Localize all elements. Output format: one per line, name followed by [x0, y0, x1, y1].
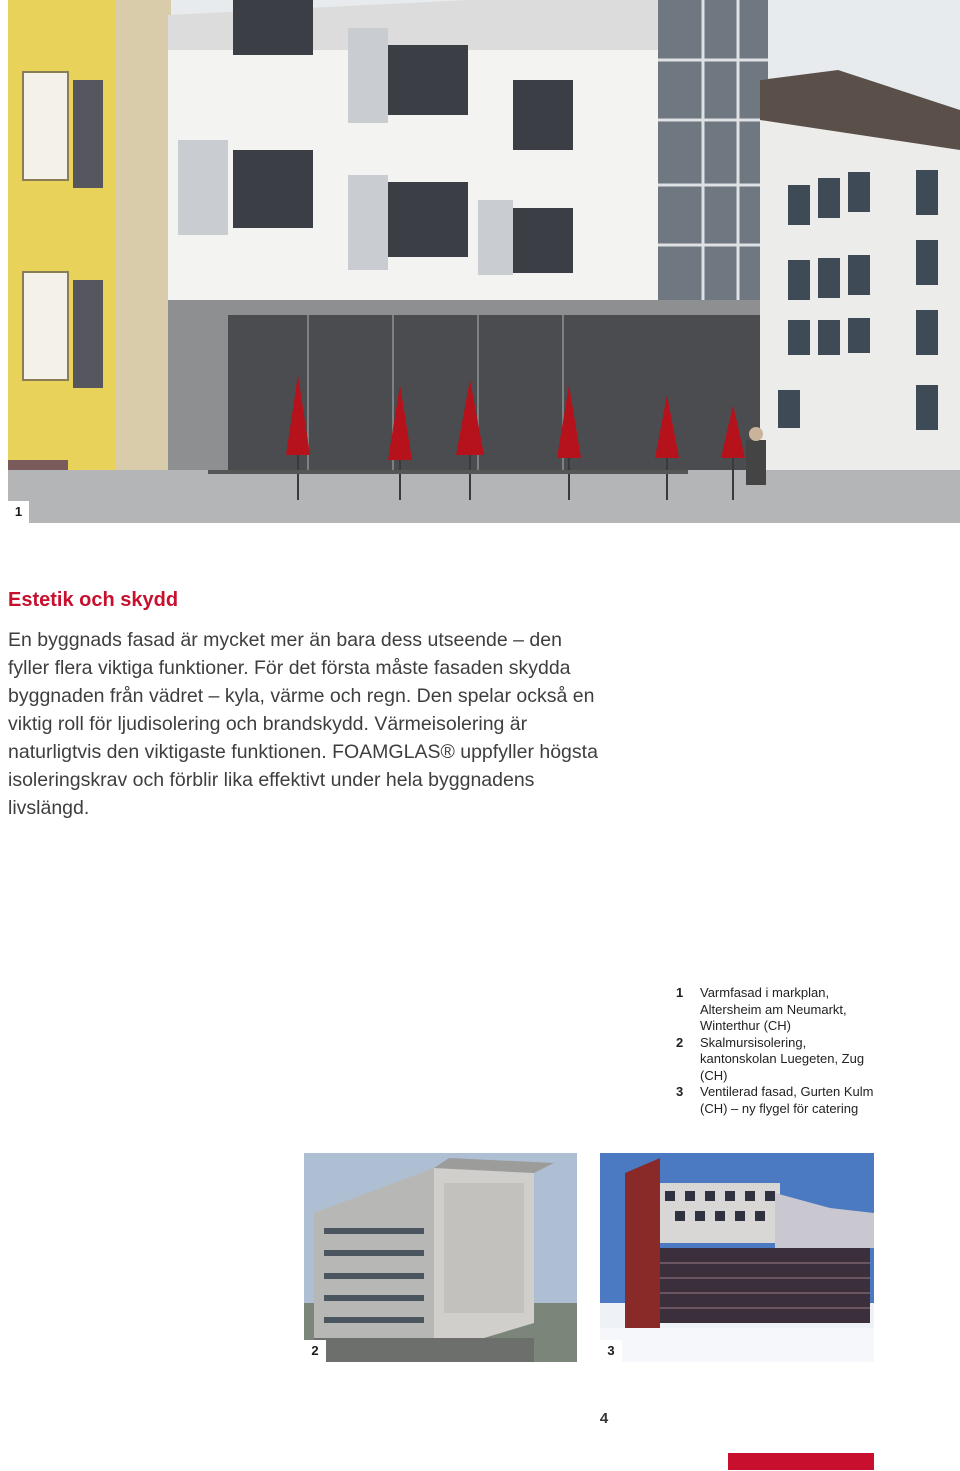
footer-accent-bar	[728, 1453, 874, 1470]
caption-item	[676, 1084, 876, 1117]
photo-captions	[676, 985, 876, 1117]
caption-text: Ventilerad fasad, Gurten Kulm (CH) – ny flygel för catering	[700, 1084, 874, 1116]
facade-illustration	[8, 0, 960, 523]
caption-number: 1	[676, 985, 684, 1000]
photo-number-badge: 1	[8, 501, 29, 523]
photo-school-luegeten	[304, 1153, 577, 1362]
photo-facade-neumarkt	[8, 0, 960, 523]
caption-item	[676, 1035, 876, 1085]
section-heading: Estetik och skydd	[8, 589, 179, 611]
photo-gurten-kulm	[600, 1153, 874, 1362]
body-paragraph: En byggnads fasad är mycket mer än bara dess utseende – den fyller flera viktiga funktioner. För det första måste fasaden skydda byggnaden från vädret – kyla, värme och regn. Den spelar också en viktig roll för ljudisolering och brandskydd. Värmeisolering är naturligtvis den viktigaste funktionen. FOAMGLAS® uppfyller högsta isoleringskrav och förblir lika effektivt under hela byggnadens livslängd.	[8, 629, 598, 819]
caption-text: Skalmursisolering, kantonskolan Luegeten, Zug (CH)	[700, 1034, 865, 1083]
page-number: 4	[599, 1410, 609, 1427]
caption-item	[676, 985, 876, 1035]
caption-number: 2	[676, 1034, 684, 1050]
gurten-illustration	[600, 1153, 874, 1362]
caption-number: 3	[676, 1084, 684, 1099]
photo-number-badge: 2	[304, 1340, 326, 1362]
photo-number-badge: 3	[600, 1340, 622, 1362]
school-illustration	[304, 1153, 577, 1362]
caption-text: Varmfasad i markplan, Altersheim am Neumarkt, Winterthur (CH)	[700, 985, 847, 1033]
